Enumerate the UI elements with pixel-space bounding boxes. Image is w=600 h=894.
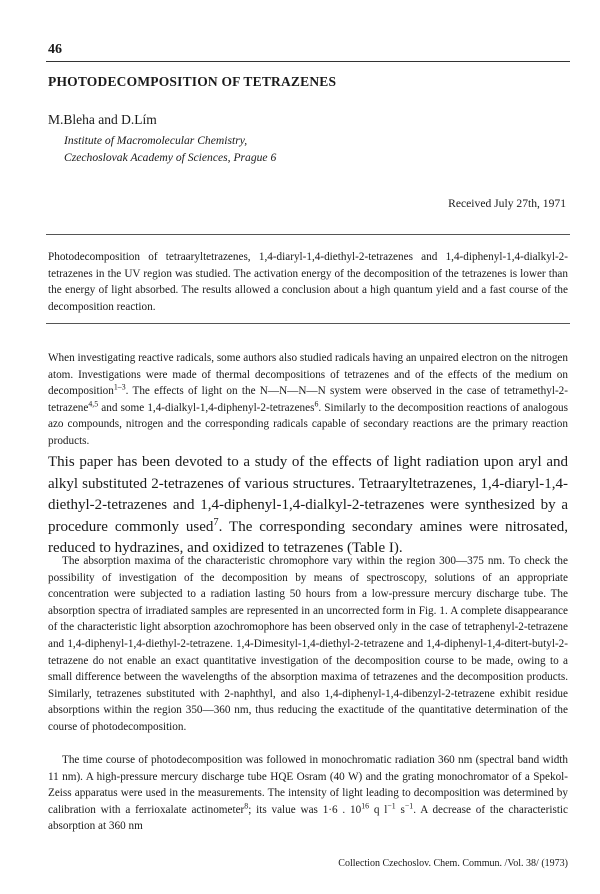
p4-text-1: The time course of photodecomposition was followed in monochromatic radiation 360 nm (spectral band width 11 nm). A high-pressure mercury discharge tube HQE Osram (40 W) and the grating monochromator of a Spekol-Zeiss apparatus were used in the measurements. The intensity of light leading to decomposition was determined by calibration with a ferrioxalate actinometer [48, 754, 568, 816]
abstract-bottom-rule [46, 323, 570, 324]
p4-text-3: q l [369, 803, 388, 816]
p4-exp-2: −1 [387, 801, 396, 811]
p2-text-2: . The corresponding secondary amines were nitrosated, reduced to hydrazines, and oxidized to tetrazenes (Table I). [48, 518, 568, 557]
p4-text-2: ; its value was 1·6 . 10 [248, 803, 362, 816]
body-paragraph-4 [48, 752, 568, 835]
journal-footer: Collection Czechoslov. Chem. Commun. /Vol. 38/ (1973) [338, 858, 568, 869]
p4-text-4: s [395, 803, 405, 816]
p1-text-4: . Similarly to the decomposition reactions of analogous azo compounds, nitrogen and the corresponding radicals capable of secondary reactions are the primary reaction products. [48, 401, 568, 447]
p1-text-3: and some 1,4-dialkyl-1,4-diphenyl-2-tetrazenes [98, 401, 315, 414]
p4-ref: 8 [244, 801, 249, 811]
p4-exp-3: −1 [404, 801, 414, 811]
body-paragraph-3: The absorption maxima of the characteristic chromophore vary within the region 300—375 nm. To check the possibility of investigation of the decomposition by means of spectroscopy, solutions of an appropriate concentration were subjected to a radiation lasting 50 hours from a low-pressure mercury discharge tube. The absorption spectra of irradiated samples are represented in an uncorrected form in Fig. 1. A complete disappearance of the characteristic light absorption azochromophore has been observed only in the case of tetraphenyl-2-tetrazene and 1,4-diphenyl-1,4-diethyl-2-tetrazene. 1,4-Dimesityl-1,4-diethyl-2-tetrazene and 1,4-diphenyl-1,4-ditert-butyl-2-tetrazene do not enable an exact quantitative investigation of the decomposition course to be made, owing to a small difference between the wavelengths of the absorption maxima of tetrazenes and the decomposition products. Similarly, tetrazenes substituted with 2-naphthyl, and also 1,4-diphenyl-1,4-dibenzyl-2-tetrazene exhibit residue absorptions within the region 350—360 nm, thus reducing the exactitude of the quantitative determination of the course of photodecomposition. [48, 555, 568, 733]
body-paragraph-1 [48, 350, 568, 450]
p4-text-5: . A decrease of the characteristic absorption at 360 nm [48, 803, 568, 833]
article-title: PHOTODECOMPOSITION OF TETRAZENES [48, 74, 337, 89]
p2-ref: 7 [213, 516, 219, 528]
abstract: Photodecomposition of tetraaryltetrazenes, 1,4-diaryl-1,4-diethyl-2-tetrazenes and 1,4-diphenyl-1,4-dialkyl-2-tetrazenes in the UV region was studied. The activation energy of the decomposition of the tetrazenes is lower than the energy of light absorbed. The results allowed a conclusion about a high quantum yield and a fast course of the decomposition reaction. [48, 251, 568, 313]
p1-ref-2: 4,5 [88, 399, 99, 409]
body-paragraph-2 [48, 452, 568, 560]
header-rule [46, 61, 570, 62]
p1-ref-1: 1–3 [113, 382, 126, 392]
authors: M.Bleha and D.Lím [48, 112, 157, 127]
p1-text-1: When investigating reactive radicals, some authors also studied radicals having an unpaired electron on the nitrogen atom. Investigations were made of thermal decompositions of tetrazenes and of the effects of the medium on decomposition [48, 352, 568, 398]
p1-ref-3: 6 [314, 399, 319, 409]
affiliation-line-1: Institute of Macromolecular Chemistry, [64, 134, 248, 147]
p2-text-1: This paper has been devoted to a study of the effects of light radiation upon aryl and alkyl substituted 2-tetrazenes of various structures. Tetraaryltetrazenes, 1,4-diaryl-1,4-diethyl-2-tetrazenes and 1,4-diphenyl-1,4-dialkyl-2-tetrazenes were synthesized by a procedure commonly used [48, 454, 568, 535]
received-date: Received July 27th, 1971 [448, 197, 566, 210]
p1-text-2: . The effects of light on the N—N—N—N system were observed in the case of tetramethyl-2-tetrazene [48, 385, 568, 414]
affiliation-line-2: Czechoslovak Academy of Sciences, Prague 6 [64, 151, 277, 164]
p4-exp-1: 16 [361, 801, 370, 811]
page-number: 46 [48, 42, 62, 57]
abstract-top-rule [46, 234, 570, 235]
affiliation [64, 132, 276, 166]
